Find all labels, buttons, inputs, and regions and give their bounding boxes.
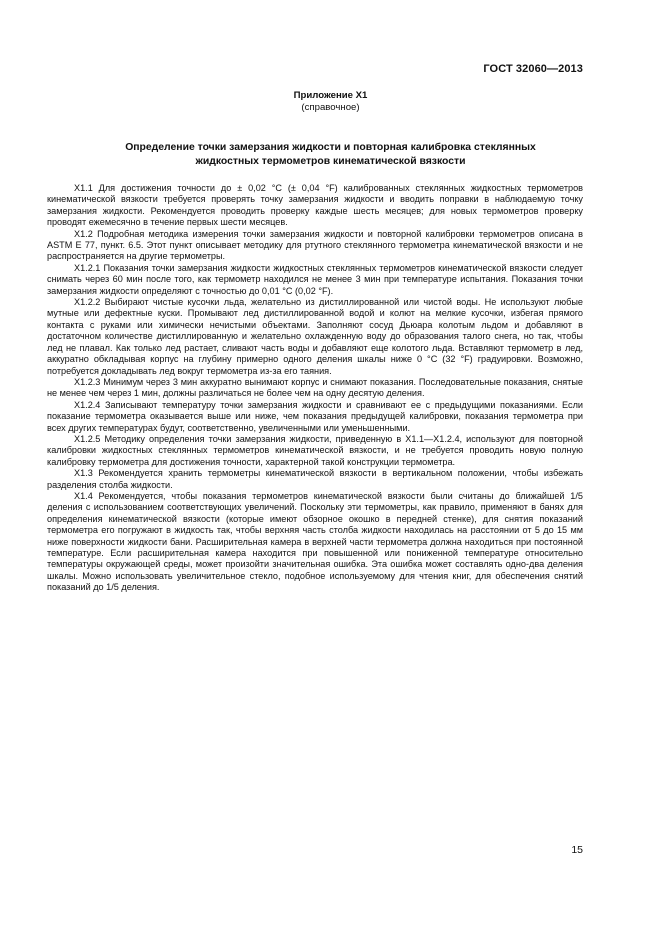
appendix-title: Приложение Х1	[293, 90, 368, 101]
appendix-subtitle: (справочное)	[301, 102, 360, 113]
appendix-heading	[0, 90, 661, 114]
paragraph-x1-2: Х1.2 Подробная методика измерения точки замерзания жидкости и повторной калибровки термометров описана в ASTM Е 77, пункт. 6.5. Этот пункт описывает методику для ртутного стеклянного термометра кинематической вязкости и не распространяется на другие термометры.	[47, 228, 583, 262]
page-number: 15	[571, 844, 583, 856]
document-code: ГОСТ 32060—2013	[483, 63, 583, 75]
paragraph-x1-2-2: Х1.2.2 Выбирают чистые кусочки льда, желательно из дистиллированной или чистой воды. Не используют любые мутные или дефектные куски. Промывают лед дистиллированной водой и колют на мелкие кусочки, избегая прямого контакта с руками или химически нечистыми объектами. Заполняют сосуд Дьюара колотым льдом и добавляют в достаточном количестве дистиллированную и желательно охлажденную воду до образования талого снега, но так, чтобы лед не плавал. Как только лед растает, сливают часть воды и добавляют еще колотого льда. Вставляют термометр в лед, аккуратно обкладывая корпус на глубину примерно одного деления шкалы ниже 0 °С (32 °F) градуировки. Возможно, потребуется докладывать лед вокруг термометра из-за его таяния.	[47, 297, 583, 376]
paragraph-x1-3: Х1.3 Рекомендуется хранить термометры кинематической вязкости в вертикальном положении, чтобы избежать разделения столба жидкости.	[47, 468, 583, 490]
paragraph-x1-2-3: Х1.2.3 Минимум через 3 мин аккуратно вынимают корпус и снимают показания. Последовательные показания, снятые не менее чем через 1 мин, должны различаться не более чем на одну десятую деления.	[47, 376, 583, 399]
paragraph-x1-2-4: Х1.2.4 Записывают температуру точки замерзания жидкости и сравнивают ее с предыдущими показаниями. Если показание термометра оказывается выше или ниже, чем показания предыдущей калибровки, показания термометра при всех других температурах будут, соответственно, увеличенными или уменьшенными.	[47, 399, 583, 433]
paragraph-x1-4: Х1.4 Рекомендуется, чтобы показания термометров кинематической вязкости были считаны до ближайшей 1/5 деления с использованием соответствующих увеличений. Поскольку эти термометры, как правило, применяют в банях для определения кинематической вязкости (которые имеют обзорное окошко в передней стенке), для снятия показаний термометра его погружают в жидкость так, чтобы верхняя часть столба жидкости находилась на расстоянии от 5 до 15 мм ниже поверхности жидкости бани. Расширительная камера в верхней части термометра должна находиться при постоянной температуре. Если расширительная камера находится при повышенной или пониженной температуре относительно температуры окружающей среды, может произойти значительная ошибка. Эта ошибка может составлять одно-два деления шкалы. Можно использовать увеличительное стекло, подобное используемому для чтения книг, для обеспечения снятий показаний до 1/5 деления.	[47, 490, 583, 593]
paragraph-x1-2-5: Х1.2.5 Методику определения точки замерзания жидкости, приведенную в Х1.1—Х1.2.4, используют для повторной калибровки жидкостных стеклянных термометров кинематической вязкости, и не требуется проводить новую полную калибровку термометра для достижения точности, характерной такой конструкции термометра.	[47, 433, 583, 467]
paragraph-x1-2-1: Х1.2.1 Показания точки замерзания жидкости жидкостных стеклянных термометров кинематической вязкости следует снимать через 60 мин после того, как термометр находился не менее 3 мин при температуре испытания. Показания точки замерзания жидкости определяют с точностью до 0,01 °С (0,02 °F).	[47, 262, 583, 296]
section-title-line-1: Определение точки замерзания жидкости и повторная калибровка стеклянных	[125, 142, 536, 153]
section-title	[60, 141, 601, 169]
paragraph-x1-1: Х1.1 Для достижения точности до ± 0,02 °С (± 0,04 °F) калиброванных стеклянных жидкостных термометров кинематической вязкости требуется проверять точку замерзания жидкости и вводить поправки в наблюдаемую точку замерзания жидкости. Рекомендуется проводить проверку каждые шесть месяцев; для новых термометров проверку проводят ежемесячно в течение первых шести месяцев.	[47, 183, 583, 228]
body-text	[47, 183, 583, 594]
section-title-line-2: жидкостных термометров кинематической вязкости	[195, 156, 466, 167]
